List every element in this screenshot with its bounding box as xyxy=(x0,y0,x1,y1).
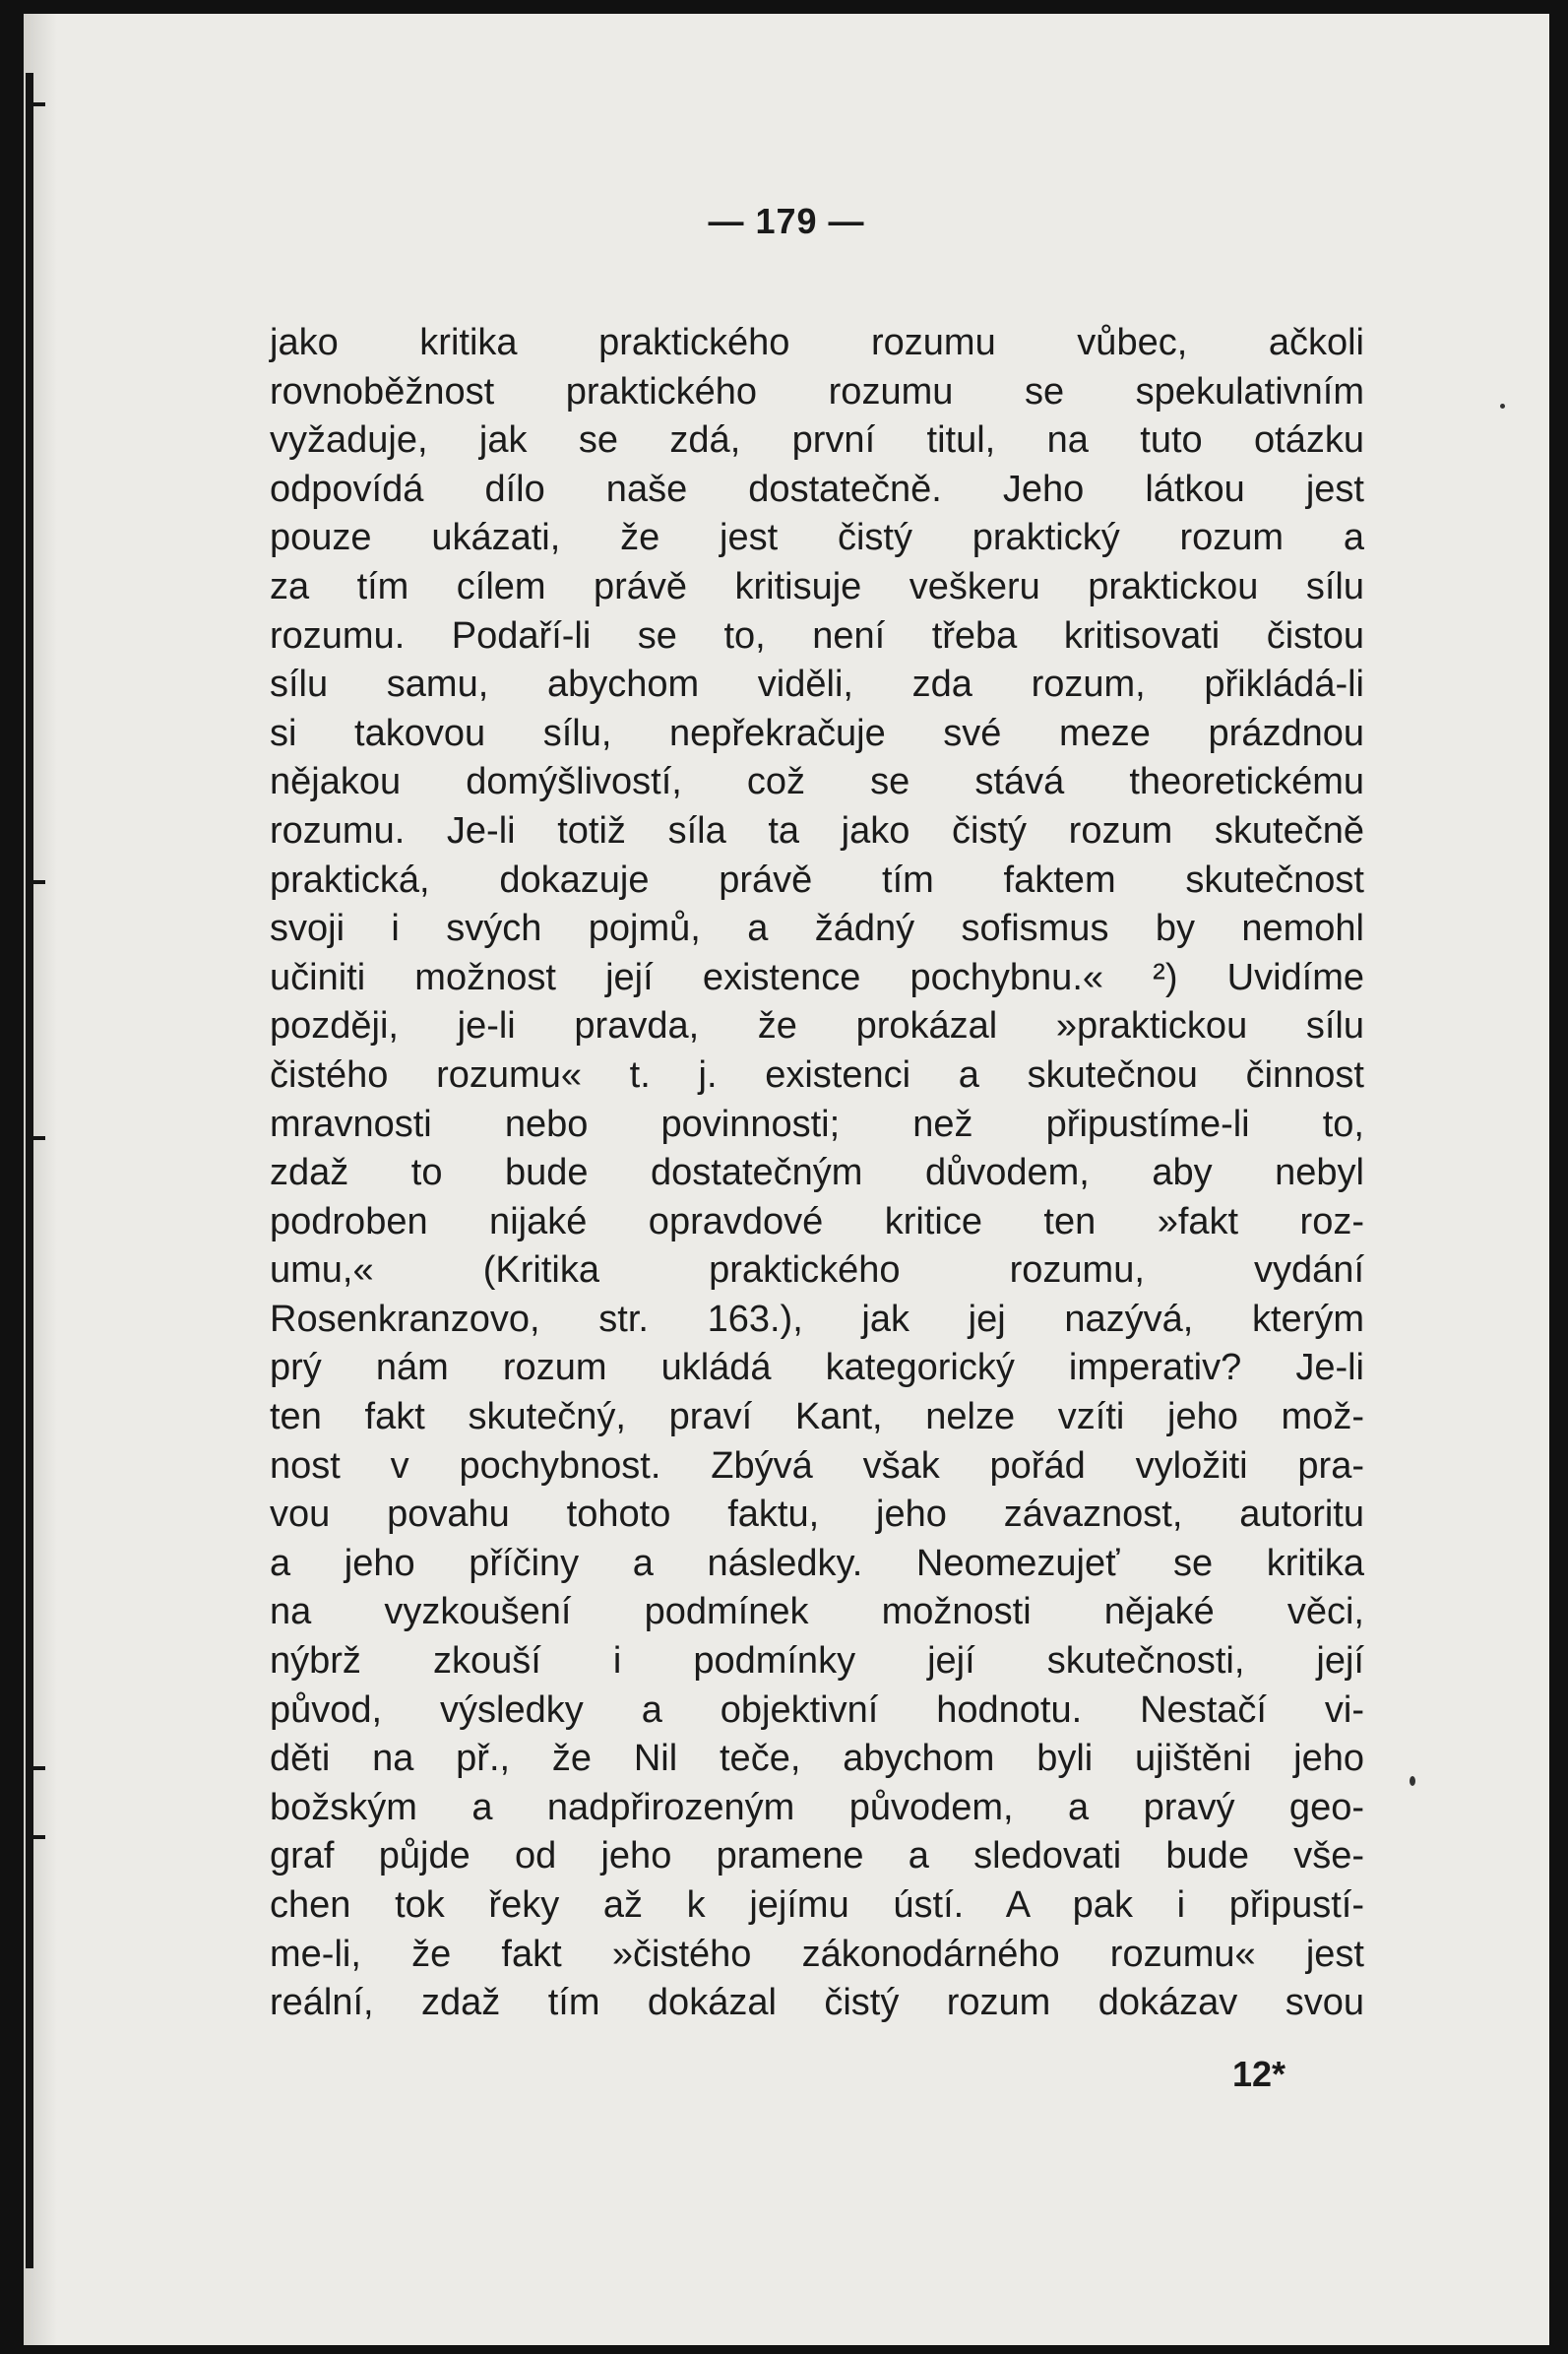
text-line: čistého rozumu« t. j. existenci a skutečnou činnost xyxy=(270,1053,1364,1096)
text-line: za tím cílem právě kritisuje veškeru praktickou sílu xyxy=(270,565,1364,607)
text-line: podroben nijaké opravdové kritice ten »fakt roz- xyxy=(270,1200,1364,1242)
text-line: sílu samu, abychom viděli, zda rozum, přikládá-li xyxy=(270,664,1364,706)
text-line: me-li, že fakt »čistého zákonodárného rozumu« jest xyxy=(270,1933,1364,1975)
text-line: mravnosti nebo povinnosti; než připustíme-li to, xyxy=(270,1103,1364,1145)
text-line: rovnoběžnost praktického rozumu se spekulativním xyxy=(270,370,1364,413)
text-line: ten fakt skutečný, praví Kant, nelze vzíti jeho mož- xyxy=(270,1396,1364,1438)
text-line: božským a nadpřirozeným původem, a pravý geo- xyxy=(270,1786,1364,1828)
text-line: vou povahu tohoto faktu, jeho závaznost, autoritu xyxy=(270,1494,1364,1536)
binding-edge xyxy=(26,73,33,2268)
text-line: prý nám rozum ukládá kategorický imperativ? Je-li xyxy=(270,1347,1364,1389)
binding-mark xyxy=(26,1766,45,1770)
text-line: později, je-li pravda, že prokázal »praktickou sílu xyxy=(270,1005,1364,1048)
text-line: Rosenkranzovo, str. 163.), jak jej nazývá, kterým xyxy=(270,1298,1364,1340)
text-line: nýbrž zkouší i podmínky její skutečnosti, její xyxy=(270,1640,1364,1683)
text-line: a jeho příčiny a následky. Neomezujeť se kritika xyxy=(270,1542,1364,1584)
paper-speck xyxy=(1500,404,1505,409)
text-line: na vyzkoušení podmínek možnosti nějaké věci, xyxy=(270,1591,1364,1633)
text-line: nost v pochybnost. Zbývá však pořád vyložiti pra- xyxy=(270,1444,1364,1487)
signature-mark: 12* xyxy=(1232,2054,1286,2094)
text-line: svoji i svých pojmů, a žádný sofismus by nemohl xyxy=(270,908,1364,950)
text-line: rozumu. Podaří-li se to, není třeba kritisovati čistou xyxy=(270,614,1364,657)
text-line: umu,« (Kritika praktického rozumu, vydání xyxy=(270,1249,1364,1292)
text-line: pouze ukázati, že jest čistý praktický rozum a xyxy=(270,517,1364,559)
text-line: nějakou domýšlivostí, což se stává theoretickému xyxy=(270,761,1364,803)
text-line: původ, výsledky a objektivní hodnotu. Nestačí vi- xyxy=(270,1688,1364,1731)
text-line: reální, zdaž tím dokázal čistý rozum dokázav svou xyxy=(270,1982,1364,2024)
paper-speck xyxy=(1410,1776,1415,1786)
binding-mark xyxy=(26,1835,45,1839)
binding-mark xyxy=(26,102,45,106)
binding-mark xyxy=(26,880,45,884)
text-line: graf půjde od jeho pramene a sledovati bude vše- xyxy=(270,1835,1364,1877)
text-line: odpovídá dílo naše dostatečně. Jeho látkou jest xyxy=(270,468,1364,510)
text-line: vyžaduje, jak se zdá, první titul, na tuto otázku xyxy=(270,419,1364,462)
book-page xyxy=(24,14,1549,2345)
text-line: jako kritika praktického rozumu vůbec, ačkoli xyxy=(270,322,1364,363)
binding-mark xyxy=(26,1136,45,1140)
page-number: — 179 — xyxy=(708,201,865,241)
text-line: zdaž to bude dostatečným důvodem, aby nebyl xyxy=(270,1152,1364,1194)
text-line: praktická, dokazuje právě tím faktem skutečnost xyxy=(270,859,1364,901)
text-line: si takovou sílu, nepřekračuje své meze prázdnou xyxy=(270,712,1364,754)
body-text xyxy=(270,319,1364,2028)
text-line: rozumu. Je-li totiž síla ta jako čistý rozum skutečně xyxy=(270,809,1364,852)
text-line: učiniti možnost její existence pochybnu.« ²) Uvidíme xyxy=(270,956,1364,998)
text-line: chen tok řeky až k jejímu ústí. A pak i připustí- xyxy=(270,1884,1364,1926)
text-line: děti na př., že Nil teče, abychom byli ujištěni jeho xyxy=(270,1738,1364,1780)
